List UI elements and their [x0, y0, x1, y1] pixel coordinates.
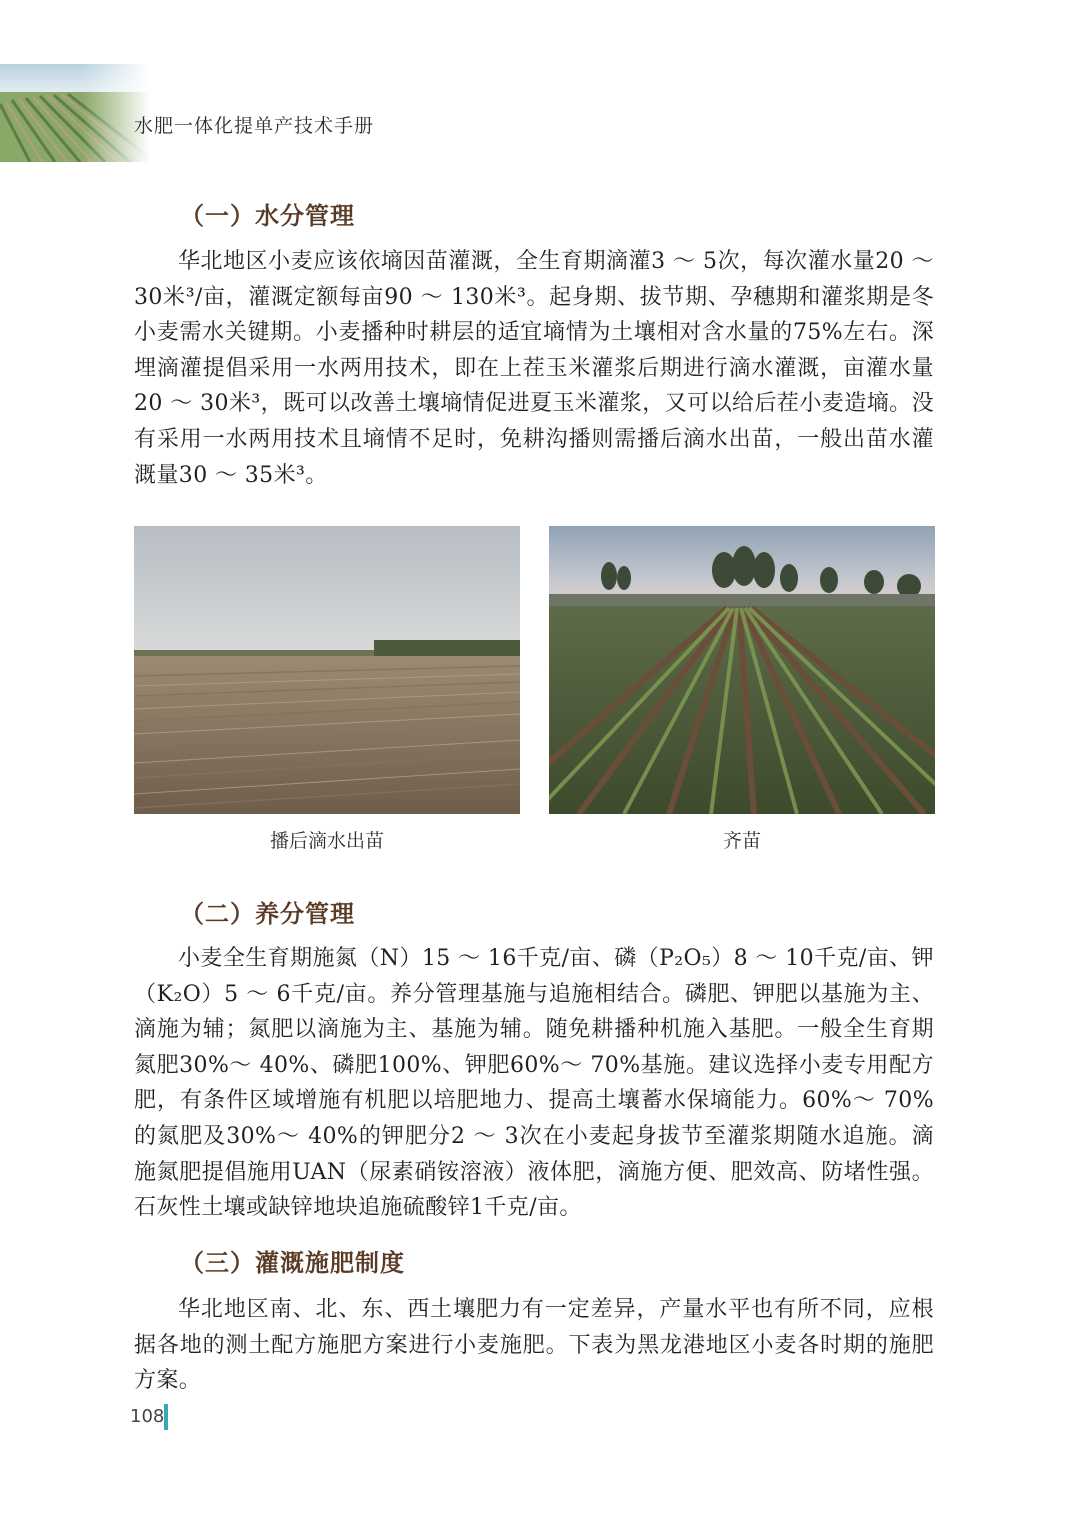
photo-field-after-sowing — [134, 526, 520, 814]
caption-field-after-sowing: 播后滴水出苗 — [269, 830, 384, 852]
paragraph-water-management: 华北地区小麦应该依墒因苗灌溉，全生育期滴灌3 ～ 5次，每次灌水量20 ～ 30米³/亩，灌溉定额每亩90 ～ 130米³。起身期、拔节期、孕穗期和灌浆期是冬小麦需水关键期。小麦播种时耕层的适宜墒情为土壤相对含水量的75%左右。深埋滴灌提倡采用一水两用技术，即在上茬玉米灌浆后期进行滴水灌溉，亩灌水量20 ～ 30米³，既可以改善土壤墒情促进夏玉米灌浆，又可以给后茬小麦造墒。没有采用一水两用技术且墒情不足时，免耕沟播则需播后滴水出苗，一般出苗水灌溉量30 ～ 35米³。 — [134, 249, 934, 488]
running-head-title: 水肥一体化提单产技术手册 — [134, 115, 375, 137]
section-title-nutrient-management: （二）养分管理 — [180, 900, 355, 928]
caption-uniform-seedlings: 齐苗 — [722, 830, 761, 852]
paragraph-nutrient-management: 小麦全生育期施氮（N）15 ～ 16千克/亩、磷（P₂O₅）8 ～ 10千克/亩、钾（K₂O）5 ～ 6千克/亩。养分管理基施与追施相结合。磷肥、钾肥以基施为主、滴施为辅；氮肥以滴施为主、基施为辅。随免耕播种机施入基肥。一般全生育期氮肥30%～ 40%、磷肥100%、钾肥60%～ 70%基施。建议选择小麦专用配方肥，有条件区域增施有机肥以培肥地力、提高土壤蓄水保墒能力。60%～ 70%的氮肥及30%～ 40%的钾肥分2 ～ 3次在小麦起身拔节至灌浆期随水追施。滴施氮肥提倡施用UAN（尿素硝铵溶液）液体肥，滴施方便、肥效高、防堵性强。石灰性土壤或缺锌地块追施硫酸锌1千克/亩。 — [134, 946, 934, 1221]
photo-uniform-seedlings — [549, 526, 935, 814]
header-field-image — [0, 64, 150, 162]
page-number: 108 — [130, 1406, 165, 1427]
page-number-accent-bar — [164, 1404, 168, 1430]
paragraph-irrigation-fertilization: 华北地区南、北、东、西土壤肥力有一定差异，产量水平也有所不同，应根据各地的测土配方施肥方案进行小麦施肥。下表为黑龙港地区小麦各时期的施肥方案。 — [134, 1297, 934, 1394]
section-title-irrigation-fertilization: （三）灌溉施肥制度 — [180, 1249, 405, 1277]
section-title-water-management: （一）水分管理 — [180, 202, 355, 230]
